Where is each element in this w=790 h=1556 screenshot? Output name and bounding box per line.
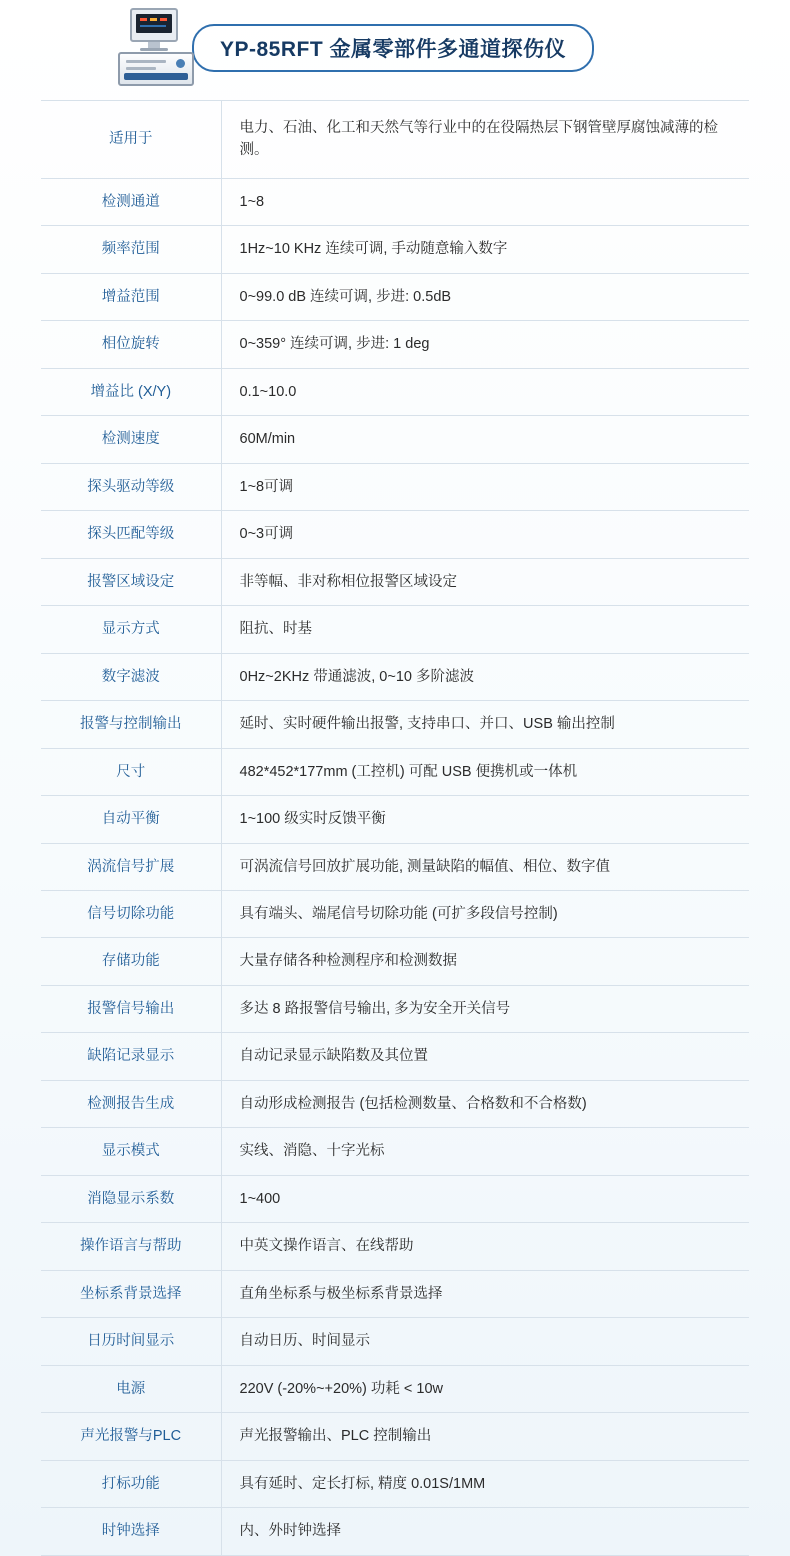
table-row xyxy=(41,653,749,700)
spec-label: 适用于 xyxy=(41,101,221,179)
monitor-screen xyxy=(136,14,172,33)
spec-value: 多达 8 路报警信号输出, 多为安全开关信号 xyxy=(239,1000,511,1017)
spec-value: 1~100 级实时反馈平衡 xyxy=(239,811,386,828)
spec-label: 相位旋转 xyxy=(41,321,221,368)
spec-label: 消隐显示系数 xyxy=(41,1175,221,1222)
spec-label: 打标功能 xyxy=(41,1460,221,1507)
spec-value: 具有端头、端尾信号切除功能 (可扩多段信号控制) xyxy=(239,905,558,922)
spec-value: 声光报警输出、PLC 控制输出 xyxy=(239,1428,432,1445)
spec-value: 482*452*177mm (工控机) 可配 USB 便携机或一体机 xyxy=(239,763,578,780)
spec-value: 具有延时、定长打标, 精度 0.01S/1MM xyxy=(239,1475,486,1492)
spec-value: 0Hz~2KHz 带通滤波, 0~10 多阶滤波 xyxy=(239,668,474,685)
spec-label: 数字滤波 xyxy=(41,653,221,700)
table-row xyxy=(41,1128,749,1175)
spec-label: 增益范围 xyxy=(41,273,221,320)
table-row xyxy=(41,273,749,320)
spec-value: 0.1~10.0 xyxy=(239,383,297,400)
table-row xyxy=(41,606,749,653)
spec-label: 自动平衡 xyxy=(41,796,221,843)
spec-value: 延时、实时硬件输出报警, 支持串口、并口、USB 输出控制 xyxy=(239,716,615,733)
table-row xyxy=(41,463,749,510)
spec-label: 检测报告生成 xyxy=(41,1080,221,1127)
table-row xyxy=(41,368,749,415)
spec-label: 坐标系背景选择 xyxy=(41,1270,221,1317)
spec-label: 探头驱动等级 xyxy=(41,463,221,510)
computer-tower-icon xyxy=(118,52,194,86)
spec-label: 频率范围 xyxy=(41,226,221,273)
spec-value: 1~400 xyxy=(239,1190,281,1207)
spec-label: 存储功能 xyxy=(41,938,221,985)
spec-label: 显示模式 xyxy=(41,1128,221,1175)
page-header xyxy=(0,0,790,96)
table-row xyxy=(41,1080,749,1127)
table-row xyxy=(41,701,749,748)
spec-label: 涡流信号扩展 xyxy=(41,843,221,890)
table-row xyxy=(41,1175,749,1222)
table-row xyxy=(41,321,749,368)
spec-label: 电源 xyxy=(41,1365,221,1412)
spec-label: 信号切除功能 xyxy=(41,890,221,937)
specification-table-body xyxy=(41,101,749,1556)
spec-label: 探头匹配等级 xyxy=(41,511,221,558)
spec-label: 显示方式 xyxy=(41,606,221,653)
table-row xyxy=(41,796,749,843)
spec-value: 实线、消隐、十字光标 xyxy=(239,1143,385,1160)
page-title: YP-85RFT 金属零部件多通道探伤仪 xyxy=(192,24,594,72)
spec-value: 自动日历、时间显示 xyxy=(239,1333,370,1350)
desktop-computer-icon xyxy=(118,8,194,88)
power-knob-icon xyxy=(176,59,185,68)
table-row xyxy=(41,558,749,605)
spec-label: 检测速度 xyxy=(41,416,221,463)
spec-value: 大量存储各种检测程序和检测数据 xyxy=(239,953,457,970)
spec-value: 0~99.0 dB 连续可调, 步进: 0.5dB xyxy=(239,288,452,305)
specification-table xyxy=(41,100,749,1556)
spec-value: 非等幅、非对称相位报警区域设定 xyxy=(239,573,457,590)
spec-label: 报警区域设定 xyxy=(41,558,221,605)
spec-value: 1Hz~10 KHz 连续可调, 手动随意输入数字 xyxy=(239,241,508,258)
spec-label: 操作语言与帮助 xyxy=(41,1223,221,1270)
table-row xyxy=(41,890,749,937)
spec-label: 报警信号输出 xyxy=(41,985,221,1032)
spec-value: 60M/min xyxy=(239,431,296,448)
table-row xyxy=(41,843,749,890)
monitor-icon xyxy=(130,8,178,42)
spec-label: 日历时间显示 xyxy=(41,1318,221,1365)
table-row xyxy=(41,226,749,273)
table-row xyxy=(41,1413,749,1460)
spec-value: 220V (-20%~+20%) 功耗 < 10w xyxy=(239,1380,444,1397)
spec-value: 1~8 xyxy=(239,193,265,210)
table-row xyxy=(41,1460,749,1507)
table-row xyxy=(41,1033,749,1080)
table-row xyxy=(41,416,749,463)
spec-label: 时钟选择 xyxy=(41,1508,221,1555)
spec-value: 自动记录显示缺陷数及其位置 xyxy=(239,1048,428,1065)
table-row xyxy=(41,1508,749,1555)
table-row xyxy=(41,178,749,225)
spec-value: 0~359° 连续可调, 步进: 1 deg xyxy=(239,336,430,353)
spec-label: 检测通道 xyxy=(41,178,221,225)
spec-label: 缺陷记录显示 xyxy=(41,1033,221,1080)
spec-value: 1~8可调 xyxy=(239,478,294,495)
table-row xyxy=(41,1270,749,1317)
table-row xyxy=(41,1318,749,1365)
spec-value: 电力、石油、化工和天然气等行业中的在役隔热层下钢管壁厚腐蚀减薄的检测。 xyxy=(239,120,718,159)
spec-label: 报警与控制输出 xyxy=(41,701,221,748)
spec-value: 阻抗、时基 xyxy=(239,621,312,638)
spec-value: 可涡流信号回放扩展功能, 测量缺陷的幅值、相位、数字值 xyxy=(239,858,611,875)
monitor-base xyxy=(140,48,168,51)
spec-value: 0~3可调 xyxy=(239,526,294,543)
table-row xyxy=(41,101,749,179)
table-row xyxy=(41,1365,749,1412)
table-row xyxy=(41,985,749,1032)
spec-value: 内、外时钟选择 xyxy=(239,1523,341,1540)
spec-value: 自动形成检测报告 (包括检测数量、合格数和不合格数) xyxy=(239,1095,587,1112)
table-row xyxy=(41,511,749,558)
spec-value: 中英文操作语言、在线帮助 xyxy=(239,1238,414,1255)
spec-value: 直角坐标系与极坐标系背景选择 xyxy=(239,1285,443,1302)
spec-label: 声光报警与PLC xyxy=(41,1413,221,1460)
table-row xyxy=(41,938,749,985)
table-row xyxy=(41,748,749,795)
table-row xyxy=(41,1223,749,1270)
spec-label: 增益比 (X/Y) xyxy=(41,368,221,415)
spec-label: 尺寸 xyxy=(41,748,221,795)
